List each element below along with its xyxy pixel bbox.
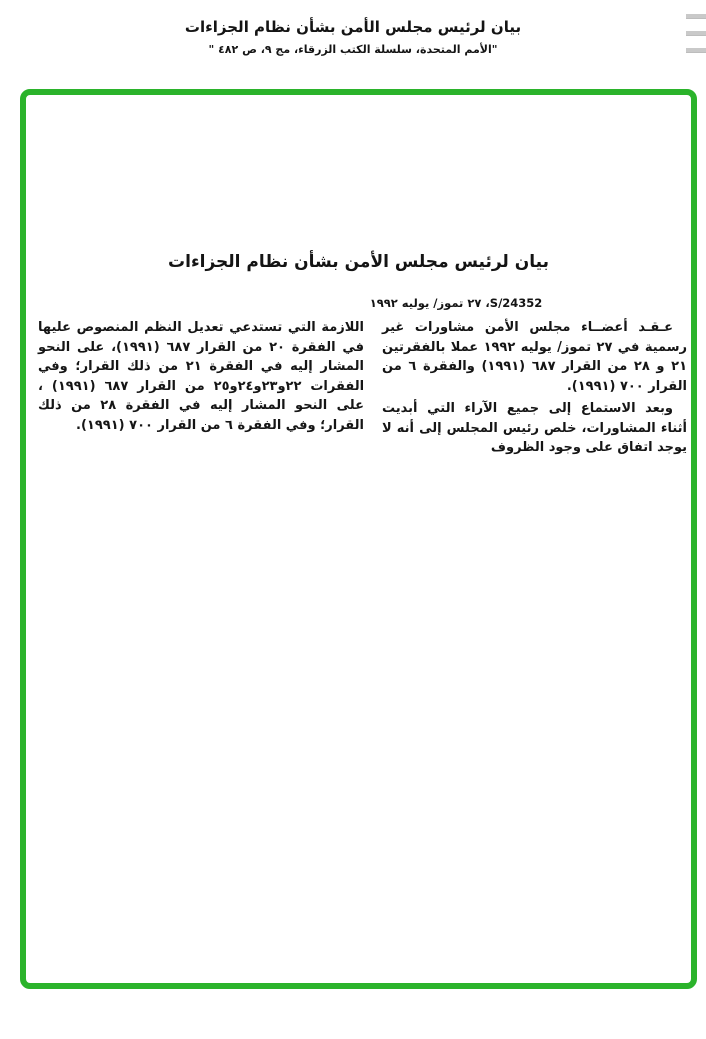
column-right (382, 318, 687, 458)
page-header (0, 18, 706, 56)
paragraph: عـقـد أعضــاء مجلس الأمن مشاورات غير رسمية في ٢٧ تموز/ يوليه ١٩٩٢ عملا بالفقرتين ٢١ و ٢٨ من القرار ٦٨٧ (١٩٩١) والفقرة ٦ من القرار ٧٠٠ (١٩٩١). (382, 320, 688, 394)
dash-icon (686, 31, 706, 36)
highlight-border-box (20, 89, 697, 989)
document-reference-line: S/24352، ٢٧ تموز/ يوليه ١٩٩٢ (369, 296, 543, 310)
paragraph: اللازمة التي تستدعي تعديل النظم المنصوص عليها في الفقرة ٢٠ من القرار ٦٨٧ (١٩٩١)، على النحو المشار إليه في الفقرة ٢١ من ذلك القرار؛ وفي الفقرات ٢٢و٢٣و٢٤و٢٥ من القرار ٦٨٧ (١٩٩١) ، على النحو المشار إليه في الفقرة ٢٨ من ذلك القرار؛ وفي الفقرة ٦ من القرار ٧٠٠ (١٩٩١). (38, 320, 365, 433)
corner-dash-group (686, 14, 706, 65)
dash-icon (686, 14, 706, 19)
header-title: بيان لرئيس مجلس الأمن بشأن نظام الجزاءات (184, 18, 522, 36)
document-body (38, 318, 687, 458)
header-subtitle: "الأمم المتحدة، سلسلة الكتب الزرقاء، مج ٩، ص ٤٨٢ " (208, 43, 498, 56)
document-title: بيان لرئيس مجلس الأمن بشأن نظام الجزاءات (168, 252, 549, 272)
paragraph: وبعد الاستماع إلى جميع الآراء التي أبديت أثناء المشاورات، خلص رئيس المجلس إلى أنه لا يوجد اتفاق على وجود الظروف (382, 401, 687, 455)
dash-icon (686, 48, 706, 53)
column-left (38, 318, 364, 458)
